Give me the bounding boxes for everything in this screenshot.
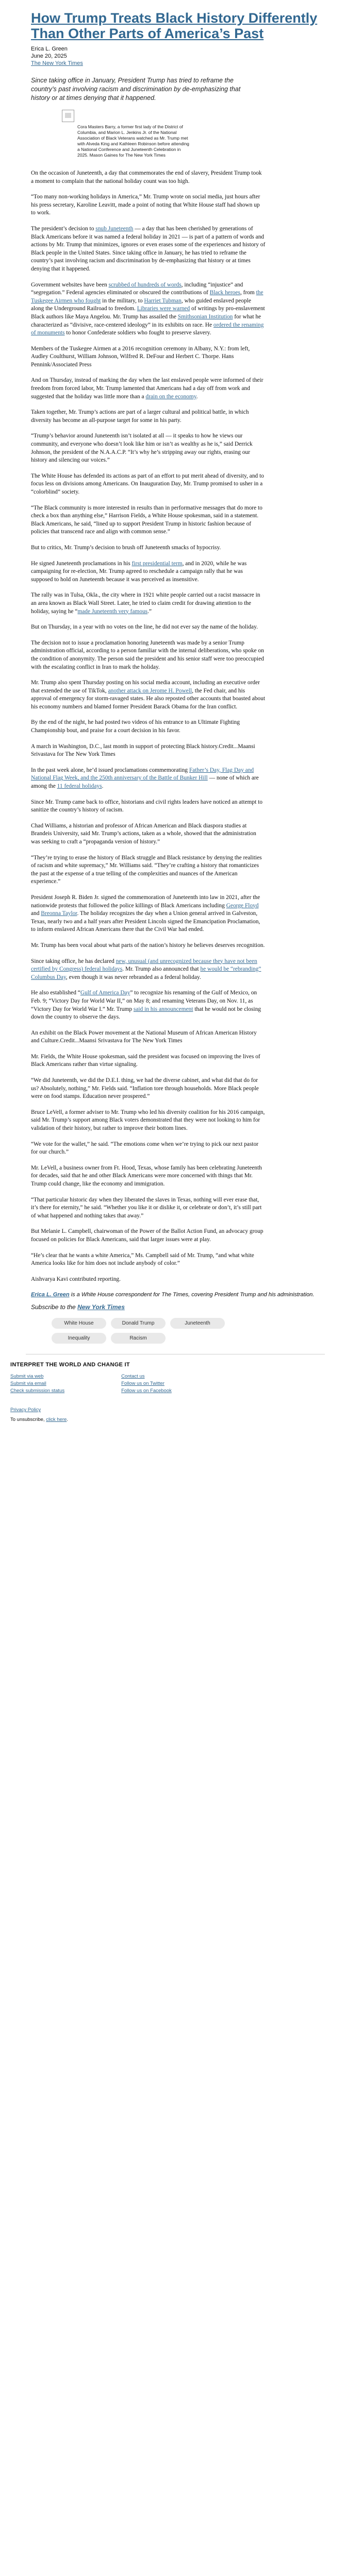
- submit-web-link[interactable]: Submit via web: [10, 1374, 44, 1380]
- subscribe-line: [31, 1303, 320, 1311]
- paragraph: But Melanie L. Campbell, chairwoman of the Power of the Ballot Action Fund, an advocacy group focused on policies for Black Americans, said that larger issues were at play.: [31, 1228, 264, 1243]
- tag-juneteenth[interactable]: Juneteenth: [170, 1318, 225, 1329]
- paragraph: Bruce LeVell, a former adviser to Mr. Trump who led his diversity coalition for his 2016 campaign, said Mr. Trump’s support among Black voters demonstrated that they were not looking to him for validation of their history, but rather to improve their bottom lines.: [31, 1109, 265, 1132]
- link-drain-economy[interactable]: drain on the economy: [145, 393, 196, 400]
- paragraph: Mr. LeVell, a business owner from Ft. Hood, Texas, whose family has been celebrating Juneteenth for decades, said that he and other Black Americans were more concerned with things that Mr. Trump could change, like the economy and immigration.: [31, 1164, 262, 1187]
- link-scrubbed-words[interactable]: scrubbed of hundreds of words: [108, 281, 182, 288]
- paragraph: The White House has defended its actions as part of an effort to put merit ahead of diversity, and to focus less on divisions among Americans. On Inauguration Day, Mr. Trump promised to usher in a “colorblind” society.: [31, 472, 264, 495]
- paragraph: Mr. Fields, the White House spokesman, said the president was focused on improving the lives of Black Americans rather than virtue signaling.: [31, 1053, 260, 1068]
- text: , from: [240, 290, 256, 296]
- link-new-holidays[interactable]: new, unusual (and unrecognized because they have not been certified by Congress) federal holidays: [31, 958, 257, 973]
- text: . The holiday recognizes the day when a Union general arrived in Galveston, Texas, nearly two and a half years after President Lincoln signed the Emancipation Proclamation, to inform enslaved African Americans there that the Civil War had ended.: [31, 910, 260, 933]
- twitter-link[interactable]: Follow us on Twitter: [121, 1381, 165, 1387]
- footer-heading: INTERPRET THE WORLD AND CHANGE IT: [10, 1362, 130, 1368]
- link-harriet-tubman[interactable]: Harriet Tubman: [144, 297, 182, 304]
- facebook-link[interactable]: Follow us on Facebook: [121, 1388, 172, 1394]
- link-renaming-monuments[interactable]: ordered the renaming of monuments: [31, 321, 264, 336]
- link-smithsonian[interactable]: Smithsonian Institution: [177, 313, 233, 320]
- text: He signed Juneteenth proclamations in his: [31, 560, 132, 567]
- paragraph: “That particular historic day when they liberated the slaves in Texas, nothing will ever erase that, it’s there for eternity,” he said. “Whether you like it or dislike it, or celebrate or don’t, it’s still part of what happened and nothing takes that away.”: [31, 1196, 262, 1219]
- text: in the military, to: [101, 297, 144, 304]
- tag-donald-trump[interactable]: Donald Trump: [111, 1318, 166, 1329]
- text: , even though it was never rebranded as a federal holiday.: [65, 974, 201, 980]
- text: that he would not be closing down the country to observe the days.: [31, 1006, 261, 1021]
- link-george-floyd[interactable]: George Floyd: [226, 902, 259, 909]
- byline-publication: [31, 60, 320, 67]
- paragraph: Since Mr. Trump came back to office, historians and civil rights leaders have noticed an attempt to sanitize the country’s history of racism.: [31, 799, 262, 814]
- paragraph: [31, 225, 266, 274]
- paragraph: Chad Williams, a historian and professor of African American and Black diaspora studies at Brandeis University, said Mr. Trump’s actions, taken as a whole, showed that the administration was seeking to craft a “propaganda version of history.”: [31, 822, 256, 845]
- privacy-line: [10, 1407, 320, 1413]
- paragraph: [31, 989, 266, 1021]
- article-figure: [31, 110, 320, 158]
- submission-status-link[interactable]: Check submission status: [10, 1388, 65, 1394]
- article-body: [31, 170, 266, 1283]
- text: ” to recognize his renaming of the Gulf of Mexico, on Feb. 9; “Victory Day for World War II,” on May 8; and renaming Veterans Day, on Nov. 11, as “Victory Day for World War I.” Mr. Trump: [31, 990, 257, 1012]
- article: [31, 0, 320, 1344]
- paragraph: “Trump’s behavior around Juneteenth isn’t isolated at all — it speaks to how he views our community, and everyone who doesn’t look like him or isn’t as wealthy as he is,” said Derrick Johnson, the president of the N.A.A.C.P. “It’s why he’s stripping away our rights, erasing our history and silencing our voices.”: [31, 433, 253, 464]
- footer: [10, 1354, 320, 1433]
- link-federal-holidays[interactable]: 11 federal holidays: [57, 783, 102, 790]
- paragraph: [31, 767, 266, 791]
- paragraph: But to critics, Mr. Trump’s decision to brush off Juneteenth smacks of hypocrisy.: [31, 544, 221, 551]
- link-rebranding-columbus[interactable]: he would be “rebranding” Columbus Day: [31, 966, 261, 980]
- paragraph: A march in Washington, D.C., last month in support of protecting Black history.Credit...Maansi Srivastava for The New York Times: [31, 743, 255, 758]
- text: And on Thursday, instead of marking the day when the last enslaved people were informed of their freedom from forced labor, Mr. Trump lamented that Americans had a day off from work and suggested that the holiday was little more than a: [31, 377, 264, 400]
- tag-list: [52, 1318, 248, 1344]
- text: . Mr. Trump also announced that: [122, 966, 201, 973]
- footer-column-submit: [10, 1373, 64, 1395]
- text: to honor Confederate soldiers who fought to preserve slavery.: [64, 330, 211, 336]
- text: He also established “: [31, 990, 80, 996]
- paragraph: [31, 679, 266, 711]
- paragraph: Members of the Tuskegee Airmen at a 2016 recognition ceremony in Albany, N.Y.: from left, Audley Coulthurst, William Johnson, Wilfred R. DeFour and Herbert C. Thorpe. Hans Pennink/Associated Press: [31, 345, 250, 368]
- text: Since taking office, he has declared: [31, 958, 116, 964]
- text: The president’s decision to: [31, 225, 96, 232]
- tag-racism[interactable]: Racism: [111, 1333, 166, 1344]
- signature-text: is a White House correspondent for The Times, covering President Trump and his administration.: [69, 1292, 315, 1298]
- link-libraries-warned[interactable]: Libraries were warned: [137, 306, 190, 312]
- unsubscribe-prefix: To unsubscribe,: [10, 1417, 46, 1423]
- paragraph: By the end of the night, he had posted two videos of his entrance to an Ultimate Fighting Championship bout, and praise for a court decision in his favor.: [31, 719, 240, 734]
- unsubscribe-link[interactable]: click here: [46, 1417, 67, 1423]
- paragraph: Mr. Trump has been vocal about what parts of the nation’s history he believes deserves recognition.: [31, 942, 265, 948]
- figure-caption: Cora Masters Barry, a former first lady of the District of Columbia, and Marion L. Jenkins Jr. of the National Association of Black Veterans watched as Mr. Trump met with Alveda King and Kathleen Robinson before attending a National Conference and Juneteenth Celebration in 2025. Mason Gaines for The New York Times: [77, 124, 189, 158]
- privacy-policy-link[interactable]: Privacy Policy: [10, 1407, 41, 1413]
- contact-link[interactable]: Contact us: [121, 1374, 145, 1380]
- subscribe-prefix: Subscribe to the: [31, 1303, 78, 1311]
- headline-link[interactable]: How Trump Treats Black History Differently Than Other Parts of America’s Past: [31, 10, 318, 41]
- link-attack-powell[interactable]: another attack on Jerome H. Powell: [108, 687, 192, 694]
- paragraph: [31, 894, 266, 934]
- text: The rally was in Tulsa, Okla., the city where in 1921 white people carried out a racist massacre in an area known as Black Wall Street. Later, he tried to claim credit for drawing attention to the holiday, saying he “: [31, 592, 260, 615]
- article-summary: Since taking office in January, President Trump has tried to reframe the country’s past involving racism and discrimination by de-emphasizing that history or at times denying that it happened.: [31, 77, 241, 101]
- text: — none of which are among the: [31, 775, 259, 790]
- text: of writings by pro-enslavement Black authors like Maya Angelou. Mr. Trump has assailed the: [31, 306, 265, 320]
- publication-link[interactable]: The New York Times: [31, 60, 83, 66]
- text: Government websites have been: [31, 281, 109, 288]
- paragraph: Taken together, Mr. Trump’s actions are part of a larger cultural and political battle, in which diversity has become an all-purpose target for some in his party.: [31, 409, 249, 423]
- link-snub-juneteenth[interactable]: snub Juneteenth: [95, 225, 134, 232]
- footer-columns: [10, 1373, 320, 1395]
- text: Mr. Trump also spent Thursday posting on his social media account, including an executive order that extended the use of TikTok,: [31, 680, 260, 694]
- paragraph: [31, 560, 266, 584]
- byline-author: Erica L. Green: [31, 46, 68, 52]
- paragraph: [31, 377, 266, 401]
- paragraph: But on Thursday, in a year with no votes on the line, he did not ever say the name of the holiday.: [31, 624, 258, 631]
- link-tuskegee-airmen[interactable]: the Tuskegee Airmen who fought: [31, 290, 264, 304]
- link-black-heroes[interactable]: Black heroes: [209, 290, 240, 296]
- link-juneteenth-famous[interactable]: made Juneteenth very famous: [77, 608, 148, 615]
- text: and: [31, 910, 41, 917]
- text: .”: [147, 608, 152, 615]
- link-announcement[interactable]: said in his announcement: [133, 1006, 193, 1012]
- tag-white-house[interactable]: White House: [52, 1318, 106, 1329]
- paragraph: “They’re trying to erase the history of Black struggle and Black resistance by denying the realities of racism and white supremacy,” Mr. Williams said. “They’re crafting a history that romanticizes the past at the expense of a true telling of the complexities and nuances of the American experience.”: [31, 854, 262, 885]
- paragraph: An exhibit on the Black Power movement at the National Museum of African American History and Culture.Credit...Maansi Srivastava for The New York Times: [31, 1029, 257, 1044]
- paragraph: “Too many non-working holidays in America,” Mr. Trump wrote on social media, just hours after his press secretary, Karoline Leavitt, made a point of noting that White House staff had shown up to work.: [31, 194, 260, 216]
- paragraph: [31, 591, 266, 616]
- article-headline: [31, 10, 320, 41]
- text: , and in 2020, while he was campaigning for re-election, Mr. Trump agreed to reschedule a campaign rally that he was supposed to hold on Juneteenth because it was perceived as insensitive.: [31, 560, 247, 583]
- link-gulf-of-america-day[interactable]: Gulf of America Day: [80, 990, 130, 996]
- unsubscribe-line: To unsubscribe, click here.: [10, 1417, 68, 1423]
- text: .: [196, 393, 198, 400]
- link-breonna-taylor[interactable]: Breonna Taylor: [41, 910, 77, 917]
- tag-inequality[interactable]: Inequality: [52, 1333, 106, 1344]
- link-proclamations[interactable]: Father’s Day, Flag Day and National Flag Week, and the 250th anniversary of the Battle of Bunker Hill: [31, 767, 254, 782]
- paragraph: The decision not to issue a proclamation honoring Juneteenth was made by a senior Trump administration official, according to a person familiar with the internal deliberations, who spoke on the condition of anonymity. The person said the president and his senior staff were too preoccupied with the escalating conflict in Iran to mark the holiday.: [31, 639, 264, 670]
- paragraph: [31, 281, 266, 337]
- paragraph: “He’s clear that he wants a white America,” Ms. Campbell said of Mr. Trump, “and what white America looks like for him does not include anybody of color.”: [31, 1252, 254, 1267]
- text: In the past week alone, he’d issued proclamations commemorating: [31, 767, 189, 773]
- text: , who guided enslaved people along the Underground Railroad to freedom.: [31, 297, 251, 312]
- signature-author[interactable]: Erica L. Green: [31, 1292, 70, 1298]
- footer-column-contact: [121, 1373, 172, 1395]
- text: .: [102, 783, 104, 790]
- image-placeholder-icon: [62, 110, 74, 122]
- paragraph: Aishvarya Kavi contributed reporting.: [31, 1276, 121, 1282]
- paragraph: [31, 958, 266, 982]
- text: for what he characterized as “divisive, race-centered ideology” in its exhibits on race. He: [31, 313, 261, 328]
- text: , the Fed chair, and his approval of emergency for storm-ravaged states. He also reposted other accounts that boasted about his economy numbers and blamed former President Barack Obama for the Iran conflict.: [31, 687, 265, 710]
- submit-email-link[interactable]: Submit via email: [10, 1381, 46, 1387]
- text: , including “injustice” and “segregation.” Federal agencies eliminated or obscured the contributions of: [31, 281, 243, 296]
- text: President Joseph R. Biden Jr. signed the commemoration of Juneteenth into law in 2021, after the nationwide protests that followed the police killings of Black Americans including: [31, 894, 260, 909]
- paragraph: On the occasion of Juneteenth, a day that commemorates the end of slavery, President Trump took a moment to complain that the national holiday count was too high.: [31, 170, 262, 184]
- link-first-term[interactable]: first presidential term: [132, 560, 183, 567]
- author-signature: [31, 1291, 320, 1298]
- text: — a day that has been cherished by generations of Black Americans before it was named a federal holiday in 2021 — is part of a pattern of words and actions by Mr. Trump that minimizes, ignores or even erases some of the experiences and history of Black people in the United States. Since taking office in January, he has tried to reframe the country’s past involving racism and discrimination by de-emphasizing that history or at times denying that it happened.: [31, 225, 266, 272]
- paragraph: “The Black community is more interested in results than in performative messages that do more to check a box than anything else,” Harrison Fields, a White House spokesman, said in a statement. Black Americans, he said, “lined up to support President Trump in historic fashion because of policies that transcend race and align with common sense.”: [31, 504, 262, 535]
- paragraph: “We did Juneteenth, we did the D.E.I. thing, we had the diverse cabinet, and what did that do for us? Absolutely, nothing,” Mr. Fields said. “Inflation tore through households. More Black people were on food stamps. Education never prospered.”: [31, 1077, 259, 1100]
- byline-date: June 20, 2025: [31, 53, 67, 59]
- paragraph: “We vote for the wallet,” he said. “The emotions come when we’re trying to pick our next pastor for our church.”: [31, 1141, 258, 1156]
- subscribe-link[interactable]: New York Times: [77, 1303, 125, 1311]
